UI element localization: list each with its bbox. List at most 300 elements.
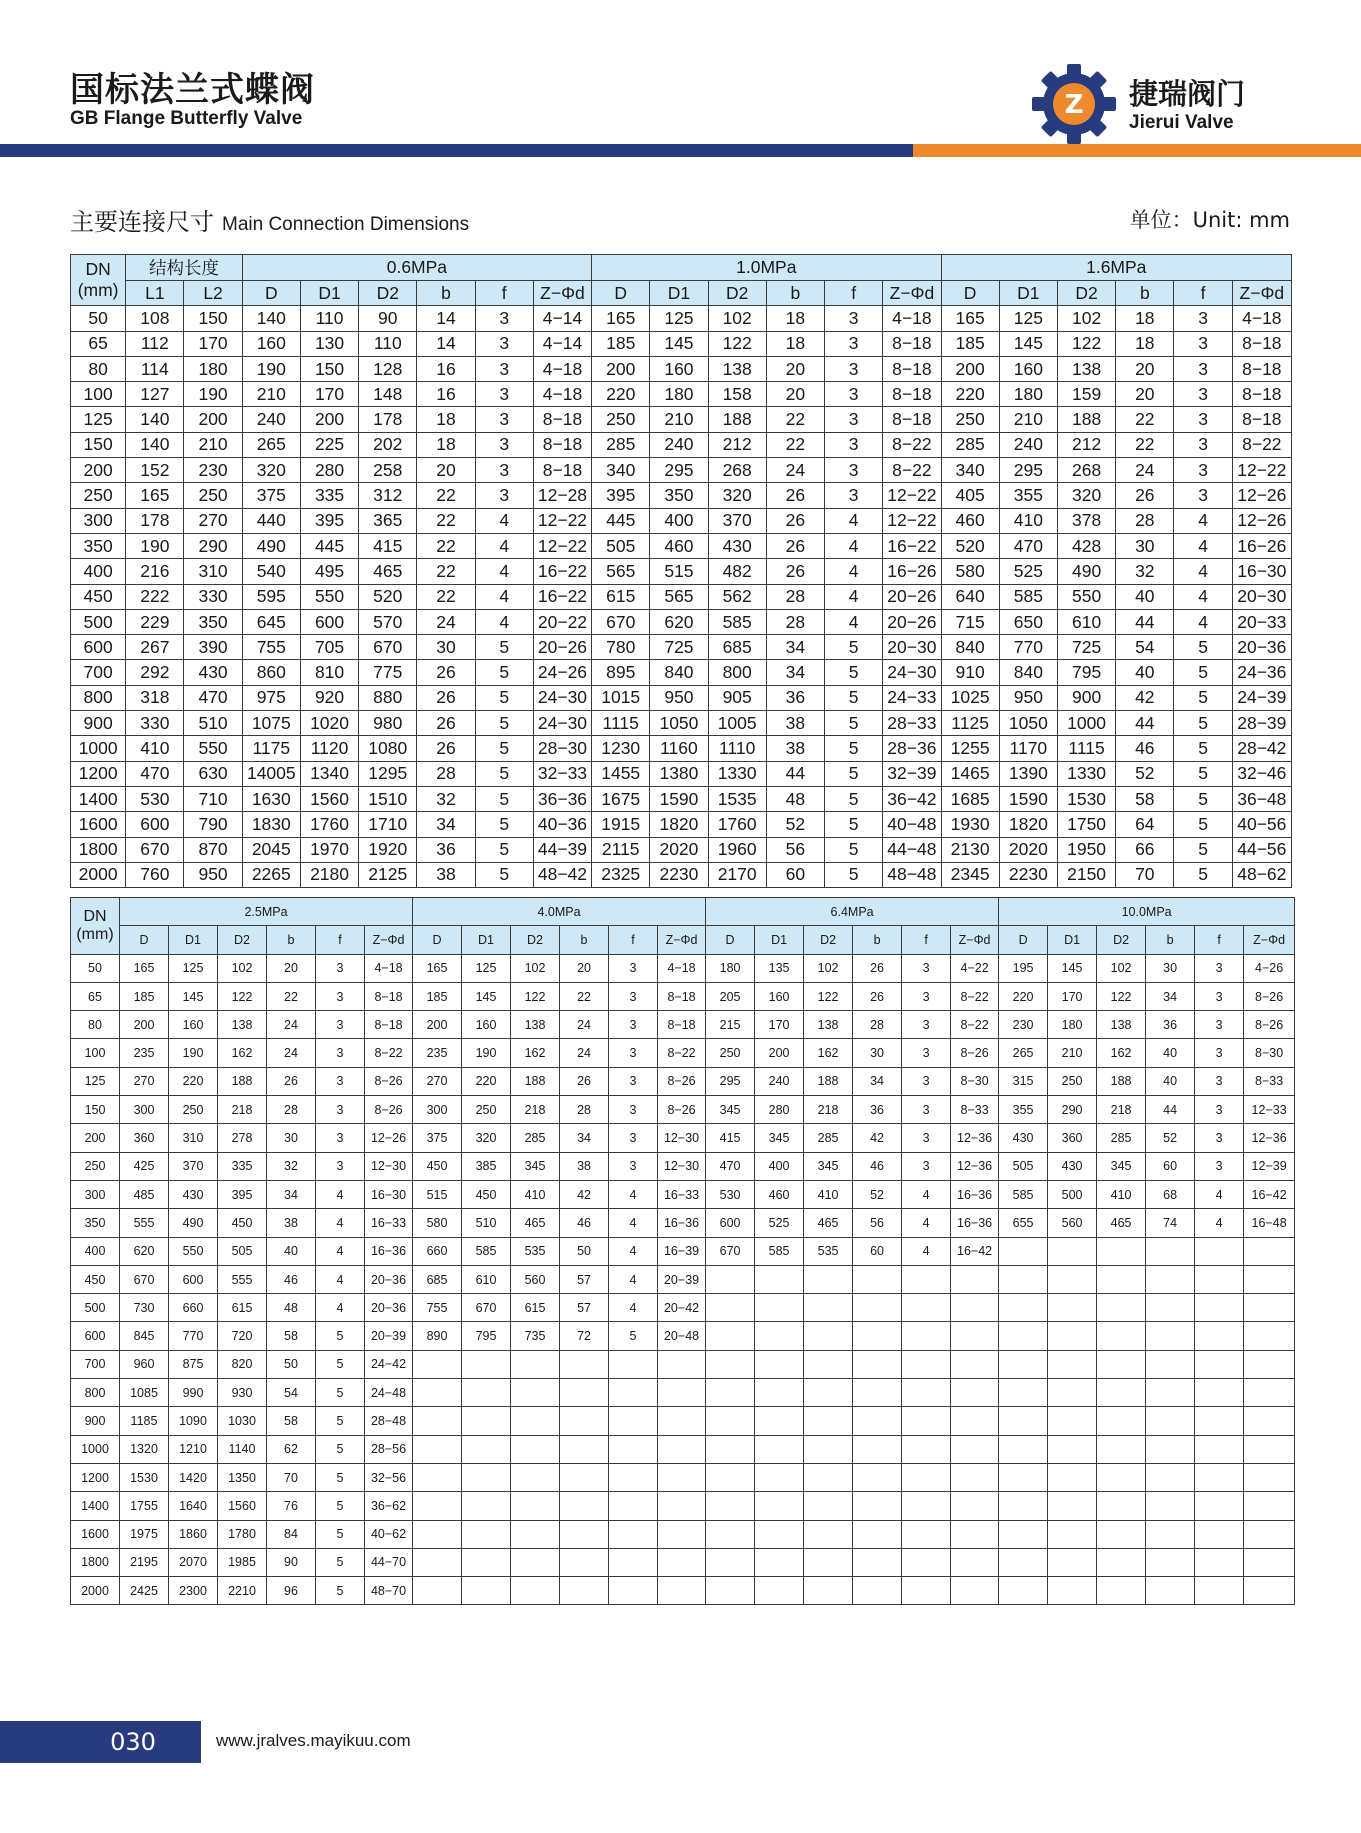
table-cell [609, 1548, 658, 1576]
table-cell: 390 [184, 635, 242, 660]
table-cell: 12−36 [951, 1152, 999, 1180]
table-cell [951, 1577, 999, 1605]
table-cell: 160 [169, 1011, 218, 1039]
table-cell [853, 1294, 902, 1322]
table-cell: 165 [120, 954, 169, 982]
table-cell [1244, 1265, 1295, 1293]
table-cell: 540 [242, 559, 300, 584]
table-cell: 1860 [169, 1520, 218, 1548]
table-cell: 162 [218, 1039, 267, 1067]
table-cell: 730 [120, 1294, 169, 1322]
dn-cell: 125 [71, 1067, 120, 1095]
table-cell [853, 1265, 902, 1293]
table-cell: 5 [475, 736, 533, 761]
table-cell [853, 1407, 902, 1435]
table-cell [511, 1520, 560, 1548]
table-cell: 180 [706, 954, 755, 982]
column-header: D [941, 281, 999, 306]
table-cell: 8−18 [365, 982, 413, 1010]
table-cell [511, 1463, 560, 1491]
table-cell: 2180 [300, 862, 358, 887]
table-cell: 14005 [242, 761, 300, 786]
table-cell: 270 [120, 1067, 169, 1095]
table-cell: 190 [126, 533, 184, 558]
table-cell: 188 [804, 1067, 853, 1095]
table-row [71, 1548, 1295, 1576]
table-row [71, 1463, 1295, 1491]
column-header: D1 [999, 281, 1057, 306]
table-row [71, 559, 1292, 584]
table-cell: 30 [267, 1124, 316, 1152]
table-row [71, 1152, 1295, 1180]
table-cell: 3 [1174, 306, 1232, 331]
table-cell: 1560 [300, 786, 358, 811]
table-cell: 3 [316, 1124, 365, 1152]
page-number: 030 [110, 1728, 156, 1756]
table-cell: 8−22 [658, 1039, 706, 1067]
table-cell [1048, 1294, 1097, 1322]
table-cell: 550 [1057, 584, 1115, 609]
table-cell: 1090 [169, 1407, 218, 1435]
table-cell: 258 [359, 458, 417, 483]
table-cell: 20 [560, 954, 609, 982]
table-cell [511, 1407, 560, 1435]
table-cell [951, 1492, 999, 1520]
table-cell: 3 [475, 432, 533, 457]
table-cell: 34 [417, 812, 475, 837]
table-cell [706, 1463, 755, 1491]
table-cell: 3 [316, 954, 365, 982]
table-cell: 270 [413, 1067, 462, 1095]
table-cell: 20 [766, 382, 824, 407]
brand-name-en: Jierui Valve [1129, 112, 1234, 133]
table-cell: 3 [902, 982, 951, 1010]
table-cell [853, 1379, 902, 1407]
table-cell: 1085 [120, 1379, 169, 1407]
table-cell: 895 [592, 660, 650, 685]
table-cell: 3 [825, 407, 883, 432]
pressure-header: 6.4MPa [706, 898, 999, 926]
table-cell: 5 [475, 761, 533, 786]
table-cell: 375 [413, 1124, 462, 1152]
table-cell [1146, 1237, 1195, 1265]
table-cell: 16−26 [1232, 533, 1291, 558]
table-cell: 28−30 [533, 736, 591, 761]
table-cell: 32 [267, 1152, 316, 1180]
table-cell: 66 [1116, 837, 1174, 862]
table-cell: 20 [1116, 382, 1174, 407]
table-cell: 2170 [708, 862, 766, 887]
table-cell: 158 [708, 382, 766, 407]
table-row [71, 1379, 1295, 1407]
table-cell: 26 [766, 533, 824, 558]
table-cell: 12−39 [1244, 1152, 1295, 1180]
table-cell: 22 [417, 508, 475, 533]
table-cell: 26 [853, 982, 902, 1010]
table-cell [560, 1548, 609, 1576]
table-cell: 630 [184, 761, 242, 786]
table-cell: 460 [650, 533, 708, 558]
table-cell [1195, 1548, 1244, 1576]
table-cell [853, 1548, 902, 1576]
table-cell [804, 1350, 853, 1378]
table-cell [706, 1322, 755, 1350]
table-cell: 3 [902, 954, 951, 982]
table-cell [999, 1322, 1048, 1350]
table-cell: 1630 [242, 786, 300, 811]
table-cell: 170 [184, 331, 242, 356]
table-cell: 70 [267, 1463, 316, 1491]
table-cell: 1535 [708, 786, 766, 811]
table-cell: 505 [999, 1152, 1048, 1180]
table-cell: 520 [359, 584, 417, 609]
table-cell: 1115 [1057, 736, 1115, 761]
table-cell: 28 [766, 584, 824, 609]
table-cell: 1420 [169, 1463, 218, 1491]
table-cell: 12−30 [365, 1152, 413, 1180]
table-cell: 210 [650, 407, 708, 432]
table-cell: 950 [184, 862, 242, 887]
footer-url[interactable]: www.jralves.mayikuu.com [216, 1731, 411, 1750]
table-cell: 56 [853, 1209, 902, 1237]
table-cell: 610 [462, 1265, 511, 1293]
table-row [71, 306, 1292, 331]
struct-length-header: 结构长度 [126, 255, 242, 281]
table-cell: 229 [126, 609, 184, 634]
table-cell: 2230 [650, 862, 708, 887]
table-cell: 2210 [218, 1577, 267, 1605]
table-cell [658, 1520, 706, 1548]
table-cell: 162 [511, 1039, 560, 1067]
table-cell [658, 1548, 706, 1576]
table-cell [1097, 1237, 1146, 1265]
table-cell: 36 [1146, 1011, 1195, 1039]
table-cell: 76 [267, 1492, 316, 1520]
table-cell: 430 [708, 533, 766, 558]
table-cell: 20−39 [365, 1322, 413, 1350]
dn-cell: 1000 [71, 1435, 120, 1463]
table-cell [1244, 1492, 1295, 1520]
dn-cell: 80 [71, 1011, 120, 1039]
table-cell: 2130 [941, 837, 999, 862]
table-cell: 24−30 [883, 660, 941, 685]
table-cell: 200 [413, 1011, 462, 1039]
table-cell: 295 [706, 1067, 755, 1095]
column-header: b [1116, 281, 1174, 306]
column-header: L2 [184, 281, 242, 306]
table-cell: 450 [413, 1152, 462, 1180]
table-cell: 40 [1146, 1039, 1195, 1067]
table-cell: 160 [650, 356, 708, 381]
table-cell: 12−22 [883, 483, 941, 508]
table-cell [755, 1492, 804, 1520]
table-cell: 162 [804, 1039, 853, 1067]
table-cell: 1830 [242, 812, 300, 837]
table-cell: 290 [184, 533, 242, 558]
table-cell [1146, 1350, 1195, 1378]
table-cell: 505 [218, 1237, 267, 1265]
table-cell: 250 [1048, 1067, 1097, 1095]
dn-cell: 200 [71, 458, 126, 483]
table-cell: 430 [184, 660, 242, 685]
table-cell [1244, 1350, 1295, 1378]
table-cell [902, 1379, 951, 1407]
table-cell [1097, 1350, 1146, 1378]
table-cell: 8−33 [951, 1096, 999, 1124]
table-cell: 58 [1116, 786, 1174, 811]
table-cell: 880 [359, 685, 417, 710]
table-cell: 4−14 [533, 306, 591, 331]
table-cell: 1175 [242, 736, 300, 761]
column-header: Z−Φd [533, 281, 591, 306]
table-cell: 4 [1174, 559, 1232, 584]
table-cell: 8−26 [365, 1096, 413, 1124]
table-cell: 515 [413, 1180, 462, 1208]
table-cell: 200 [184, 407, 242, 432]
dn-cell: 500 [71, 1294, 120, 1322]
table-cell: 4 [316, 1237, 365, 1265]
table-cell: 125 [650, 306, 708, 331]
table-cell: 620 [650, 609, 708, 634]
table-cell: 12−36 [1244, 1124, 1295, 1152]
table-cell [1195, 1294, 1244, 1322]
column-header: D2 [218, 926, 267, 954]
dn-cell: 80 [71, 356, 126, 381]
table-cell: 5 [825, 685, 883, 710]
table-cell: 178 [126, 508, 184, 533]
table-cell: 1640 [169, 1492, 218, 1520]
table-cell: 555 [218, 1265, 267, 1293]
table-cell: 34 [267, 1180, 316, 1208]
table-cell: 16−36 [951, 1209, 999, 1237]
table-cell [1048, 1577, 1097, 1605]
table-cell: 24 [766, 458, 824, 483]
table-cell: 3 [316, 1067, 365, 1095]
table-cell: 355 [999, 483, 1057, 508]
table-cell: 2125 [359, 862, 417, 887]
table-cell [413, 1520, 462, 1548]
table-cell: 490 [242, 533, 300, 558]
table-cell [853, 1463, 902, 1491]
table-cell: 1005 [708, 711, 766, 736]
table-cell: 4−22 [951, 954, 999, 982]
table-cell: 2115 [592, 837, 650, 862]
dn-cell: 800 [71, 1379, 120, 1407]
table-cell: 42 [1116, 685, 1174, 710]
table-cell [413, 1407, 462, 1435]
table-cell [902, 1407, 951, 1435]
table-cell: 300 [413, 1096, 462, 1124]
table-cell [853, 1492, 902, 1520]
table-cell: 32−56 [365, 1463, 413, 1491]
table-cell: 5 [1174, 837, 1232, 862]
table-cell: 550 [184, 736, 242, 761]
table-cell [1097, 1322, 1146, 1350]
table-cell: 28 [417, 761, 475, 786]
table-cell: 1950 [1057, 837, 1115, 862]
table-cell: 16−36 [658, 1209, 706, 1237]
table-cell: 52 [1116, 761, 1174, 786]
table-cell: 565 [592, 559, 650, 584]
table-cell: 4 [1174, 508, 1232, 533]
table-cell: 44−48 [883, 837, 941, 862]
table-cell: 755 [242, 635, 300, 660]
table-cell: 1320 [120, 1435, 169, 1463]
table-cell: 510 [462, 1209, 511, 1237]
table-cell: 38 [417, 862, 475, 887]
table-cell: 345 [755, 1124, 804, 1152]
table-cell: 8−22 [883, 458, 941, 483]
table-cell: 70 [1116, 862, 1174, 887]
table-cell: 318 [126, 685, 184, 710]
table-cell: 500 [1048, 1180, 1097, 1208]
table-cell [1097, 1294, 1146, 1322]
table-cell: 610 [1057, 609, 1115, 634]
table-cell: 26 [417, 711, 475, 736]
table-cell: 18 [417, 432, 475, 457]
column-header: b [267, 926, 316, 954]
table-cell: 60 [766, 862, 824, 887]
table-cell: 57 [560, 1294, 609, 1322]
table-cell: 20−33 [1232, 609, 1291, 634]
table-cell: 32 [1116, 559, 1174, 584]
column-header: D1 [462, 926, 511, 954]
table-row [71, 786, 1292, 811]
table-cell: 4 [825, 559, 883, 584]
table-cell: 2070 [169, 1548, 218, 1576]
table-cell: 90 [267, 1548, 316, 1576]
table-cell: 395 [218, 1180, 267, 1208]
dn-cell: 450 [71, 1265, 120, 1293]
table-cell [1195, 1322, 1244, 1350]
table-cell: 3 [902, 1011, 951, 1039]
table-row [71, 635, 1292, 660]
table-cell [1048, 1548, 1097, 1576]
column-header: D [706, 926, 755, 954]
table-cell: 56 [766, 837, 824, 862]
table-cell: 470 [126, 761, 184, 786]
table-cell: 600 [126, 812, 184, 837]
table-cell [706, 1577, 755, 1605]
table-cell: 16−36 [951, 1180, 999, 1208]
table-cell: 4−18 [883, 306, 941, 331]
table-cell: 267 [126, 635, 184, 660]
table-cell: 1455 [592, 761, 650, 786]
table-cell [999, 1577, 1048, 1605]
table-cell: 148 [359, 382, 417, 407]
column-header: Z−Φd [1244, 926, 1295, 954]
table-cell: 795 [462, 1322, 511, 1350]
column-header: f [1195, 926, 1244, 954]
table-cell: 465 [804, 1209, 853, 1237]
table-cell: 525 [999, 559, 1057, 584]
table-cell [560, 1463, 609, 1491]
table-row [71, 1322, 1295, 1350]
table-row [71, 1520, 1295, 1548]
table-cell: 3 [609, 982, 658, 1010]
table-cell: 3 [1174, 382, 1232, 407]
table-cell: 470 [706, 1152, 755, 1180]
dn-cell: 200 [71, 1124, 120, 1152]
table-cell: 3 [825, 306, 883, 331]
table-cell: 780 [592, 635, 650, 660]
table-cell: 2265 [242, 862, 300, 887]
table-cell: 1675 [592, 786, 650, 811]
table-cell: 3 [609, 1152, 658, 1180]
table-cell: 18 [1116, 306, 1174, 331]
table-cell: 450 [462, 1180, 511, 1208]
table-cell: 108 [126, 306, 184, 331]
table-cell: 20−39 [658, 1265, 706, 1293]
table-cell: 950 [650, 685, 708, 710]
table-cell: 26 [417, 736, 475, 761]
table-cell: 145 [169, 982, 218, 1010]
table-cell [706, 1548, 755, 1576]
table-cell: 670 [120, 1265, 169, 1293]
table-cell: 2325 [592, 862, 650, 887]
table-cell [902, 1463, 951, 1491]
table-cell: 425 [120, 1152, 169, 1180]
table-cell: 235 [120, 1039, 169, 1067]
table-cell: 4 [475, 584, 533, 609]
table-cell: 222 [126, 584, 184, 609]
table-row [71, 954, 1295, 982]
table-cell: 465 [1097, 1209, 1146, 1237]
table-cell: 170 [1048, 982, 1097, 1010]
table-cell: 122 [1097, 982, 1146, 1010]
table-cell: 22 [766, 407, 824, 432]
table-cell [462, 1435, 511, 1463]
table-cell: 8−18 [533, 432, 591, 457]
table-cell [462, 1492, 511, 1520]
table-cell [1146, 1379, 1195, 1407]
table-cell: 16 [417, 356, 475, 381]
table-cell: 24−39 [1232, 685, 1291, 710]
dn-cell: 1000 [71, 736, 126, 761]
table-row [71, 1039, 1295, 1067]
table-cell: 685 [708, 635, 766, 660]
table-cell [1048, 1435, 1097, 1463]
table-cell: 12−22 [533, 533, 591, 558]
table-cell: 110 [300, 306, 358, 331]
table-cell: 202 [359, 432, 417, 457]
table-cell [609, 1520, 658, 1548]
page-title-en: GB Flange Butterfly Valve [70, 108, 303, 129]
table-cell: 20 [267, 954, 316, 982]
table-cell: 8−26 [365, 1067, 413, 1095]
dn-cell: 1800 [71, 1548, 120, 1576]
table-cell [902, 1294, 951, 1322]
table-cell: 870 [184, 837, 242, 862]
table-cell: 1295 [359, 761, 417, 786]
table-cell [804, 1577, 853, 1605]
table-cell: 30 [417, 635, 475, 660]
table-cell: 5 [316, 1379, 365, 1407]
table-cell [902, 1435, 951, 1463]
table-cell: 16−22 [533, 584, 591, 609]
table-cell: 360 [1048, 1124, 1097, 1152]
table-cell: 8−22 [951, 982, 999, 1010]
table-cell: 60 [1146, 1152, 1195, 1180]
table-cell: 1685 [941, 786, 999, 811]
column-header: b [766, 281, 824, 306]
table-cell [560, 1350, 609, 1378]
table-cell: 26 [267, 1067, 316, 1095]
table-cell: 395 [592, 483, 650, 508]
table-cell [1244, 1435, 1295, 1463]
table-cell: 125 [462, 954, 511, 982]
table-cell [1244, 1548, 1295, 1576]
